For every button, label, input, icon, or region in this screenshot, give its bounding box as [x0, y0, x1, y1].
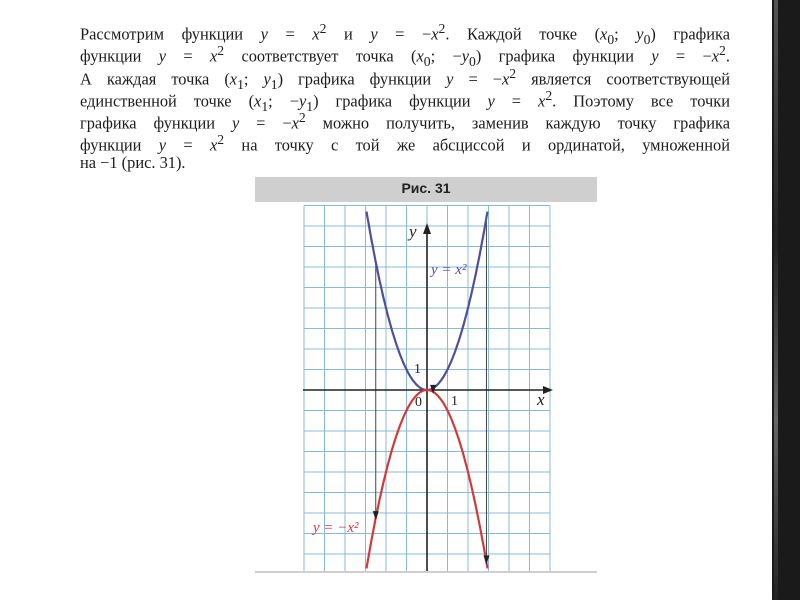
text-line: функции $y = x^2$ соответствует точка ($x_0$; $-y_0$) графика функции $y = -x^2$.	[80, 43, 730, 70]
plot-bottom-border	[255, 571, 597, 573]
text-line: функции $y = x^2$ на точку с той же абсциссой и ординатой, умноженной	[80, 132, 730, 155]
axis-x-label: x	[537, 390, 545, 409]
unit-x-label: 1	[451, 394, 458, 409]
textbook-paragraph	[80, 18, 730, 174]
plot-background	[255, 177, 597, 573]
slide-edge	[772, 0, 800, 600]
unit-y-label: 1	[414, 362, 421, 377]
text-line: единственной точке ($x_1$; $-y_1$) графика функции $y = x^2$. Поэтому все точки	[80, 87, 730, 114]
slide-edge-glint	[774, 0, 778, 600]
parabola-plot	[255, 177, 597, 573]
curve-upper-label: y = x²	[431, 262, 467, 278]
text-line: на −1 (рис. 31).	[80, 152, 186, 172]
axis-y-label: y	[409, 222, 417, 241]
origin-label: 0	[415, 395, 422, 410]
figure-caption: Рис. 31	[401, 180, 451, 196]
text-line: А каждая точка ($x_1$; $y_1$) графика функции $y = -x^2$ является соответствующей	[80, 65, 730, 92]
figure-31	[255, 177, 597, 573]
curve-lower-label: y = −x²	[313, 520, 359, 536]
text-line: Рассмотрим функции $y = x^2$ и $y = -x^2$. Каждой точке ($x_0$; $y_0$) графика	[80, 21, 730, 47]
text-line: графика функции $y = -x^2$ можно получить, заменив каждую точку графика	[80, 110, 730, 133]
